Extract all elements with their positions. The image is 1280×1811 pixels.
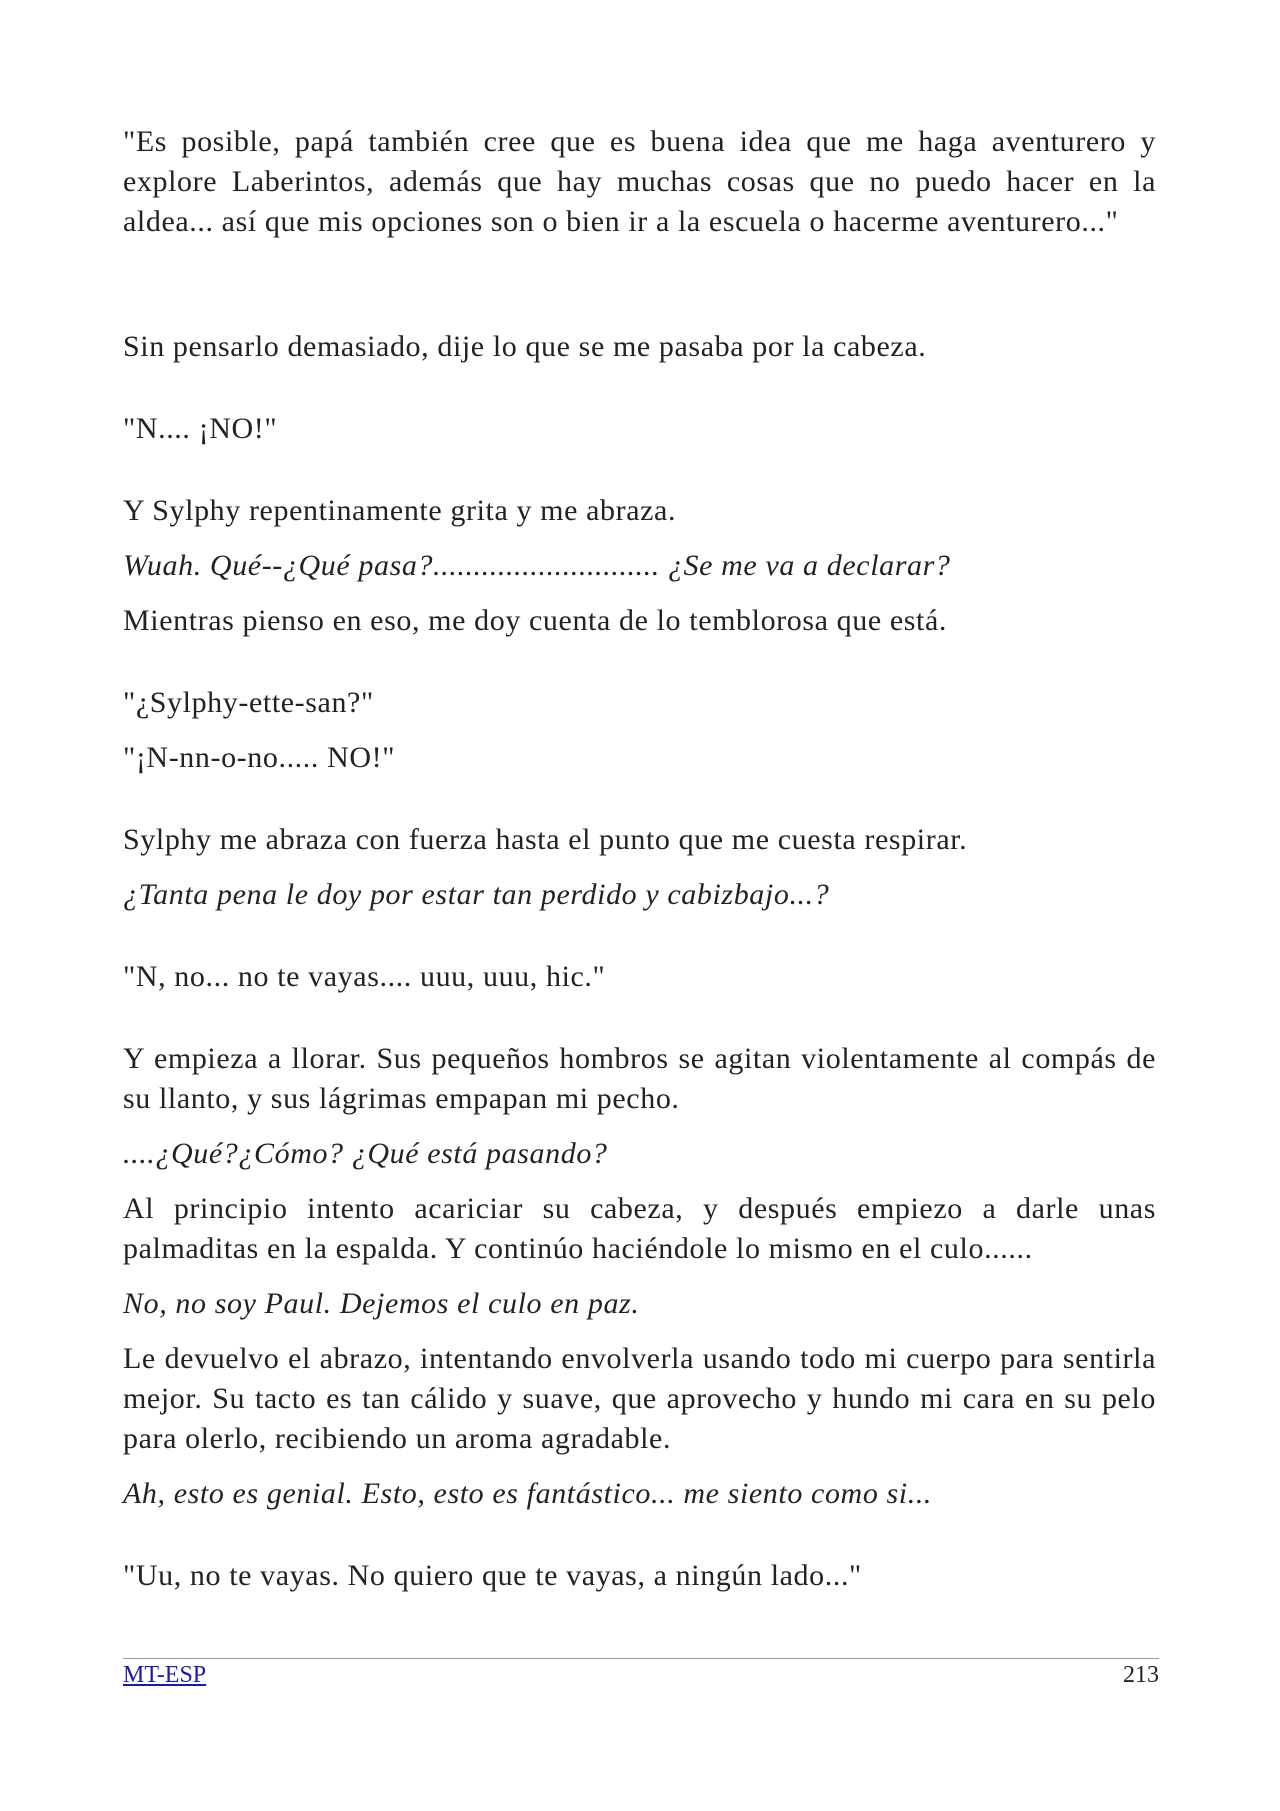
- footer-mt-esp-link[interactable]: MT-ESP: [123, 1662, 207, 1688]
- paragraph-sin-pensarlo: Sin pensarlo demasiado, dije lo que se me pasaba por la cabeza.: [123, 330, 927, 363]
- paragraph-devuelvo-abrazo: Le devuelvo el abrazo, intentando envolverla usando todo mi cuerpo para sentirla mejor. Su tacto es tan cálido y suave, que aprovecho y hundo mi cara en su pelo para olerlo, recibiendo un aroma agradable.: [123, 1342, 1156, 1455]
- paragraph-empieza-llorar: Y empieza a llorar. Sus pequeños hombros se agitan violentamente al compás de su llanto, y sus lágrimas empapan mi pecho.: [123, 1042, 1156, 1115]
- paragraph-temblorosa: Mientras pienso en eso, me doy cuenta de lo temblorosa que está.: [123, 604, 948, 637]
- paragraph-acariciar: Al principio intento acariciar su cabeza, y después empiezo a darle unas palmaditas en la espalda. Y continúo haciéndole lo mismo en el culo......: [123, 1192, 1156, 1265]
- footer-divider: [123, 1658, 1159, 1659]
- paragraph-sylphy-grita: Y Sylphy repentinamente grita y me abraza.: [123, 494, 677, 527]
- paragraph-dialogue-sylphy-ette: "¿Sylphy-ette-san?": [123, 686, 374, 719]
- paragraph-thought-no-soy-paul: No, no soy Paul. Dejemos el culo en paz.: [123, 1287, 640, 1320]
- paragraph-thought-que-como: ....¿Qué?¿Cómo? ¿Qué está pasando?: [123, 1137, 608, 1170]
- paragraph-thought-que-pasa: Wuah. Qué--¿Qué pasa?............................ ¿Se me va a declarar?: [123, 549, 951, 582]
- paragraph-dialogue-nnono: "¡N-nn-o-no..... NO!": [123, 741, 396, 774]
- paragraph-thought-tanta-pena: ¿Tanta pena le doy por estar tan perdido y cabizbajo...?: [123, 878, 830, 911]
- paragraph-dialogue-no-te-vayas: "N, no... no te vayas.... uuu, uuu, hic.": [123, 960, 606, 993]
- paragraph-thought-genial: Ah, esto es genial. Esto, esto es fantástico... me siento como si...: [123, 1477, 933, 1510]
- paragraph-dialogue-posible: "Es posible, papá también cree que es buena idea que me haga aventurero y explore Laberintos, además que hay muchas cosas que no puedo hacer en la aldea... así que mis opciones son o bien ir a la escuela o hacerme aventurero...": [123, 125, 1156, 238]
- paragraph-abraza-fuerza: Sylphy me abraza con fuerza hasta el punto que me cuesta respirar.: [123, 823, 968, 856]
- paragraph-dialogue-no: "N.... ¡NO!": [123, 412, 278, 445]
- page-number: 213: [1123, 1662, 1159, 1688]
- paragraph-dialogue-uu: "Uu, no te vayas. No quiero que te vayas, a ningún lado...": [123, 1559, 862, 1592]
